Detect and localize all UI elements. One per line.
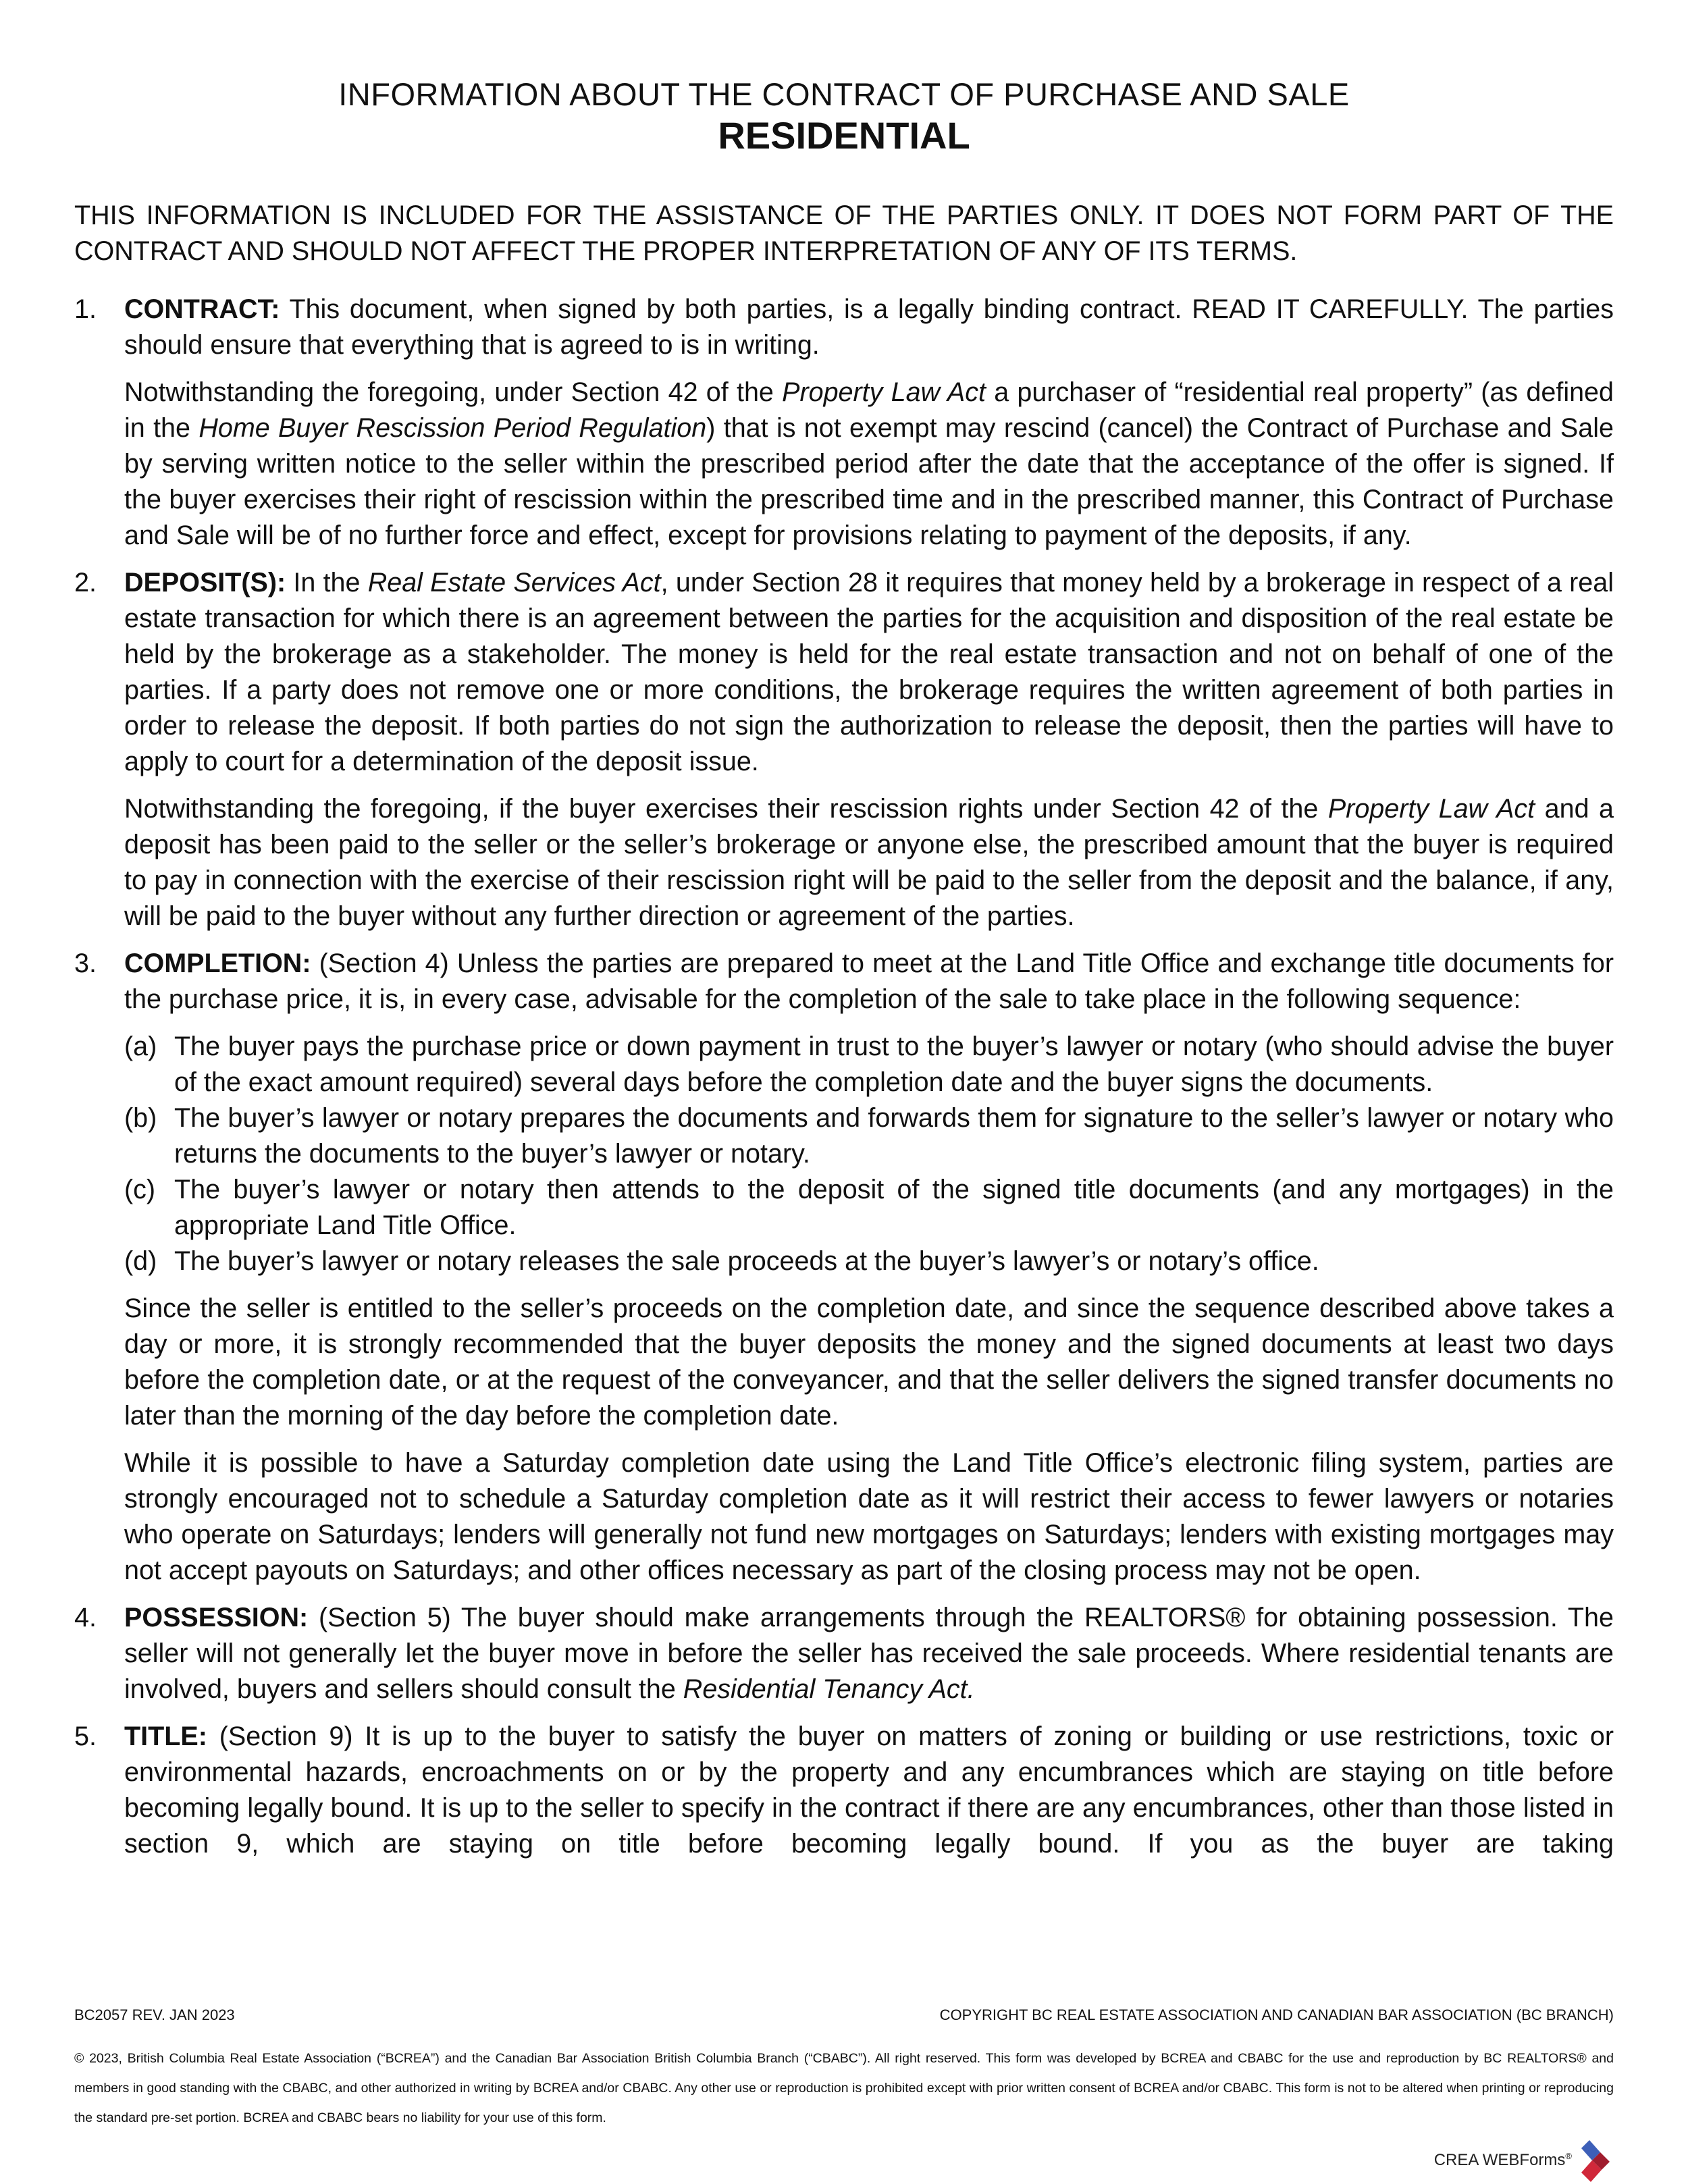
- document-subtitle: RESIDENTIAL: [718, 114, 970, 157]
- document-title: INFORMATION ABOUT THE CONTRACT OF PURCHASE AND SALE: [338, 76, 1350, 112]
- section-paragraph: COMPLETION: (Section 4) Unless the parties are prepared to meet at the Land Title Office and exchange title documents for the purchase price, it is, in every case, advisable for the completion of the sale to take place in the following sequence:: [124, 949, 1614, 1014]
- form-id: BC2057 REV. JAN 2023: [74, 2006, 235, 2023]
- section-completion: [74, 946, 1614, 1589]
- list-item: (b) The buyer’s lawyer or notary prepares the documents and forwards them for signature to the seller’s lawyer or notary who returns the documents to the buyer’s lawyer or notary.: [124, 1103, 1614, 1169]
- legal-notice: © 2023, British Columbia Real Estate Association (“BCREA”) and the Canadian Bar Association British Columbia Branch (“CBABC”). All right reserved. This form was developed by BCREA and CBABC for the use and reproduction by BC REALTORS® and members in good standing with the CBABC, and other authorized in writing by BCREA and/or CBABC. Any other use or reproduction is prohibited except with prior written consent of BCREA and/or CBABC. This form is not to be altered when printing or reproducing the standard pre-set portion. BCREA and CBABC bears no liability for your use of this form.: [74, 2051, 1614, 2125]
- section-heading: DEPOSIT(S):: [124, 568, 286, 597]
- section-heading: TITLE:: [124, 1722, 207, 1751]
- act-name: Real Estate Services Act: [367, 568, 661, 597]
- intro-disclaimer: THIS INFORMATION IS INCLUDED FOR THE ASSISTANCE OF THE PARTIES ONLY. IT DOES NOT FORM PART OF THE CONTRACT AND SHOULD NOT AFFECT THE PROPER INTERPRETATION OF ANY OF ITS TERMS.: [74, 201, 1614, 266]
- section-paragraph: Since the seller is entitled to the seller’s proceeds on the completion date, and since the sequence described above takes a day or more, it is strongly recommended that the buyer deposits the money and the signed documents at least two days before the completion date, or at the request of the conveyancer, and that the seller delivers the signed transfer documents no later than the morning of the day before the completion date.: [124, 1294, 1614, 1431]
- section-heading: COMPLETION:: [124, 949, 311, 978]
- copyright-line: COPYRIGHT BC REAL ESTATE ASSOCIATION AND CANADIAN BAR ASSOCIATION (BC BRANCH): [939, 2006, 1614, 2023]
- logo-text: CREA WEBForms: [1433, 2151, 1566, 2169]
- section-contract: [74, 292, 1614, 554]
- section-paragraph: While it is possible to have a Saturday completion date using the Land Title Office’s electronic filing system, parties are strongly encouraged not to schedule a Saturday completion date as it will restrict their access to fewer lawyers or notaries who operate on Saturdays; lenders will generally not fund new mortgages on Saturdays; lenders with existing mortgages may not accept payouts on Saturdays; and other offices necessary as part of the closing process may not be open.: [124, 1448, 1614, 1585]
- list-item: (d) The buyer’s lawyer or notary releases the sale proceeds at the buyer’s lawyer’s or notary’s office.: [124, 1246, 1319, 1276]
- section-paragraph: TITLE: (Section 9) It is up to the buyer to satisfy the buyer on matters of zoning or building or use restrictions, toxic or environmental hazards, encroachments on or by the property and any encumbrances which are staying on title before becoming legally bound. It is up to the seller to specify in the contract if there are any encumbrances, other than those listed in section 9, which are staying on title before becoming legally bound. If you as the buyer are taking: [124, 1722, 1614, 1859]
- section-number: 5.: [74, 1722, 97, 1751]
- section-paragraph: DEPOSIT(S): In the Real Estate Services Act, under Section 28 it requires that money held by a brokerage in respect of a real estate transaction for which there is an agreement between the parties for the acquisition and disposition of the real estate be held by the brokerage as a stakeholder. The money is held for the real estate transaction and not on behalf of one of the parties. If a party does not remove one or more conditions, the brokerage requires the written agreement of both parties in order to release the deposit. If both parties do not sign the authorization to release the deposit, then the parties will have to apply to court for a determination of the deposit issue.: [124, 568, 1614, 776]
- act-name: Property Law Act: [1327, 794, 1535, 824]
- section-heading: POSSESSION:: [124, 1603, 309, 1632]
- section-paragraph: POSSESSION: (Section 5) The buyer should make arrangements through the REALTORS® for obtaining possession. The seller will not generally let the buyer move in before the seller has received the sale proceeds. Where residential tenants are involved, buyers and sellers should consult the Residential Tenancy Act.: [124, 1603, 1614, 1704]
- section-number: 3.: [74, 949, 97, 978]
- completion-sequence-list: [124, 1029, 1614, 1279]
- section-heading: CONTRACT:: [124, 294, 280, 324]
- crea-webforms-logo: CREA WEBForms®: [1458, 2139, 1620, 2179]
- section-paragraph: Notwithstanding the foregoing, if the buyer exercises their rescission rights under Section 42 of the Property Law Act and a deposit has been paid to the seller or the seller’s brokerage or anyone else, the prescribed amount that the buyer is required to pay in connection with the exercise of their rescission right will be paid to the seller from the deposit and the balance, if any, will be paid to the buyer without any further direction or agreement of the parties.: [124, 794, 1614, 931]
- sections-list: [74, 292, 1614, 1862]
- list-item: (c) The buyer’s lawyer or notary then attends to the deposit of the signed title documents (and any mortgages) in the appropriate Land Title Office.: [124, 1175, 1614, 1240]
- regulation-name: Home Buyer Rescission Period Regulation: [199, 413, 707, 443]
- webforms-chevron-icon: [1580, 2139, 1620, 2183]
- section-number: 2.: [74, 568, 97, 597]
- section-number: 4.: [74, 1603, 97, 1632]
- act-name: Residential Tenancy Act.: [683, 1674, 975, 1704]
- section-possession: [74, 1600, 1614, 1707]
- section-paragraph: CONTRACT: This document, when signed by both parties, is a legally binding contract. READ IT CAREFULLY. The parties should ensure that everything that is agreed to is in writing.: [124, 294, 1614, 360]
- footer-meta: [74, 2006, 1614, 2027]
- section-paragraph: Notwithstanding the foregoing, under Section 42 of the Property Law Act a purchaser of “residential real property” (as defined in the Home Buyer Rescission Period Regulation) that is not exempt may rescind (cancel) the Contract of Purchase and Sale by serving written notice to the seller within the prescribed period after the date that the acceptance of the offer is signed. If the buyer exercises their right of rescission within the prescribed time and in the prescribed manner, this Contract of Purchase and Sale will be of no further force and effect, except for provisions relating to payment of the deposits, if any.: [124, 377, 1614, 550]
- section-number: 1.: [74, 294, 97, 324]
- section-title: [74, 1719, 1614, 1862]
- section-deposits: [74, 565, 1614, 934]
- act-name: Property Law Act: [782, 377, 986, 407]
- list-item: (a) The buyer pays the purchase price or down payment in trust to the buyer’s lawyer or notary (who should advise the buyer of the exact amount required) several days before the completion date and the buyer signs the documents.: [124, 1032, 1614, 1097]
